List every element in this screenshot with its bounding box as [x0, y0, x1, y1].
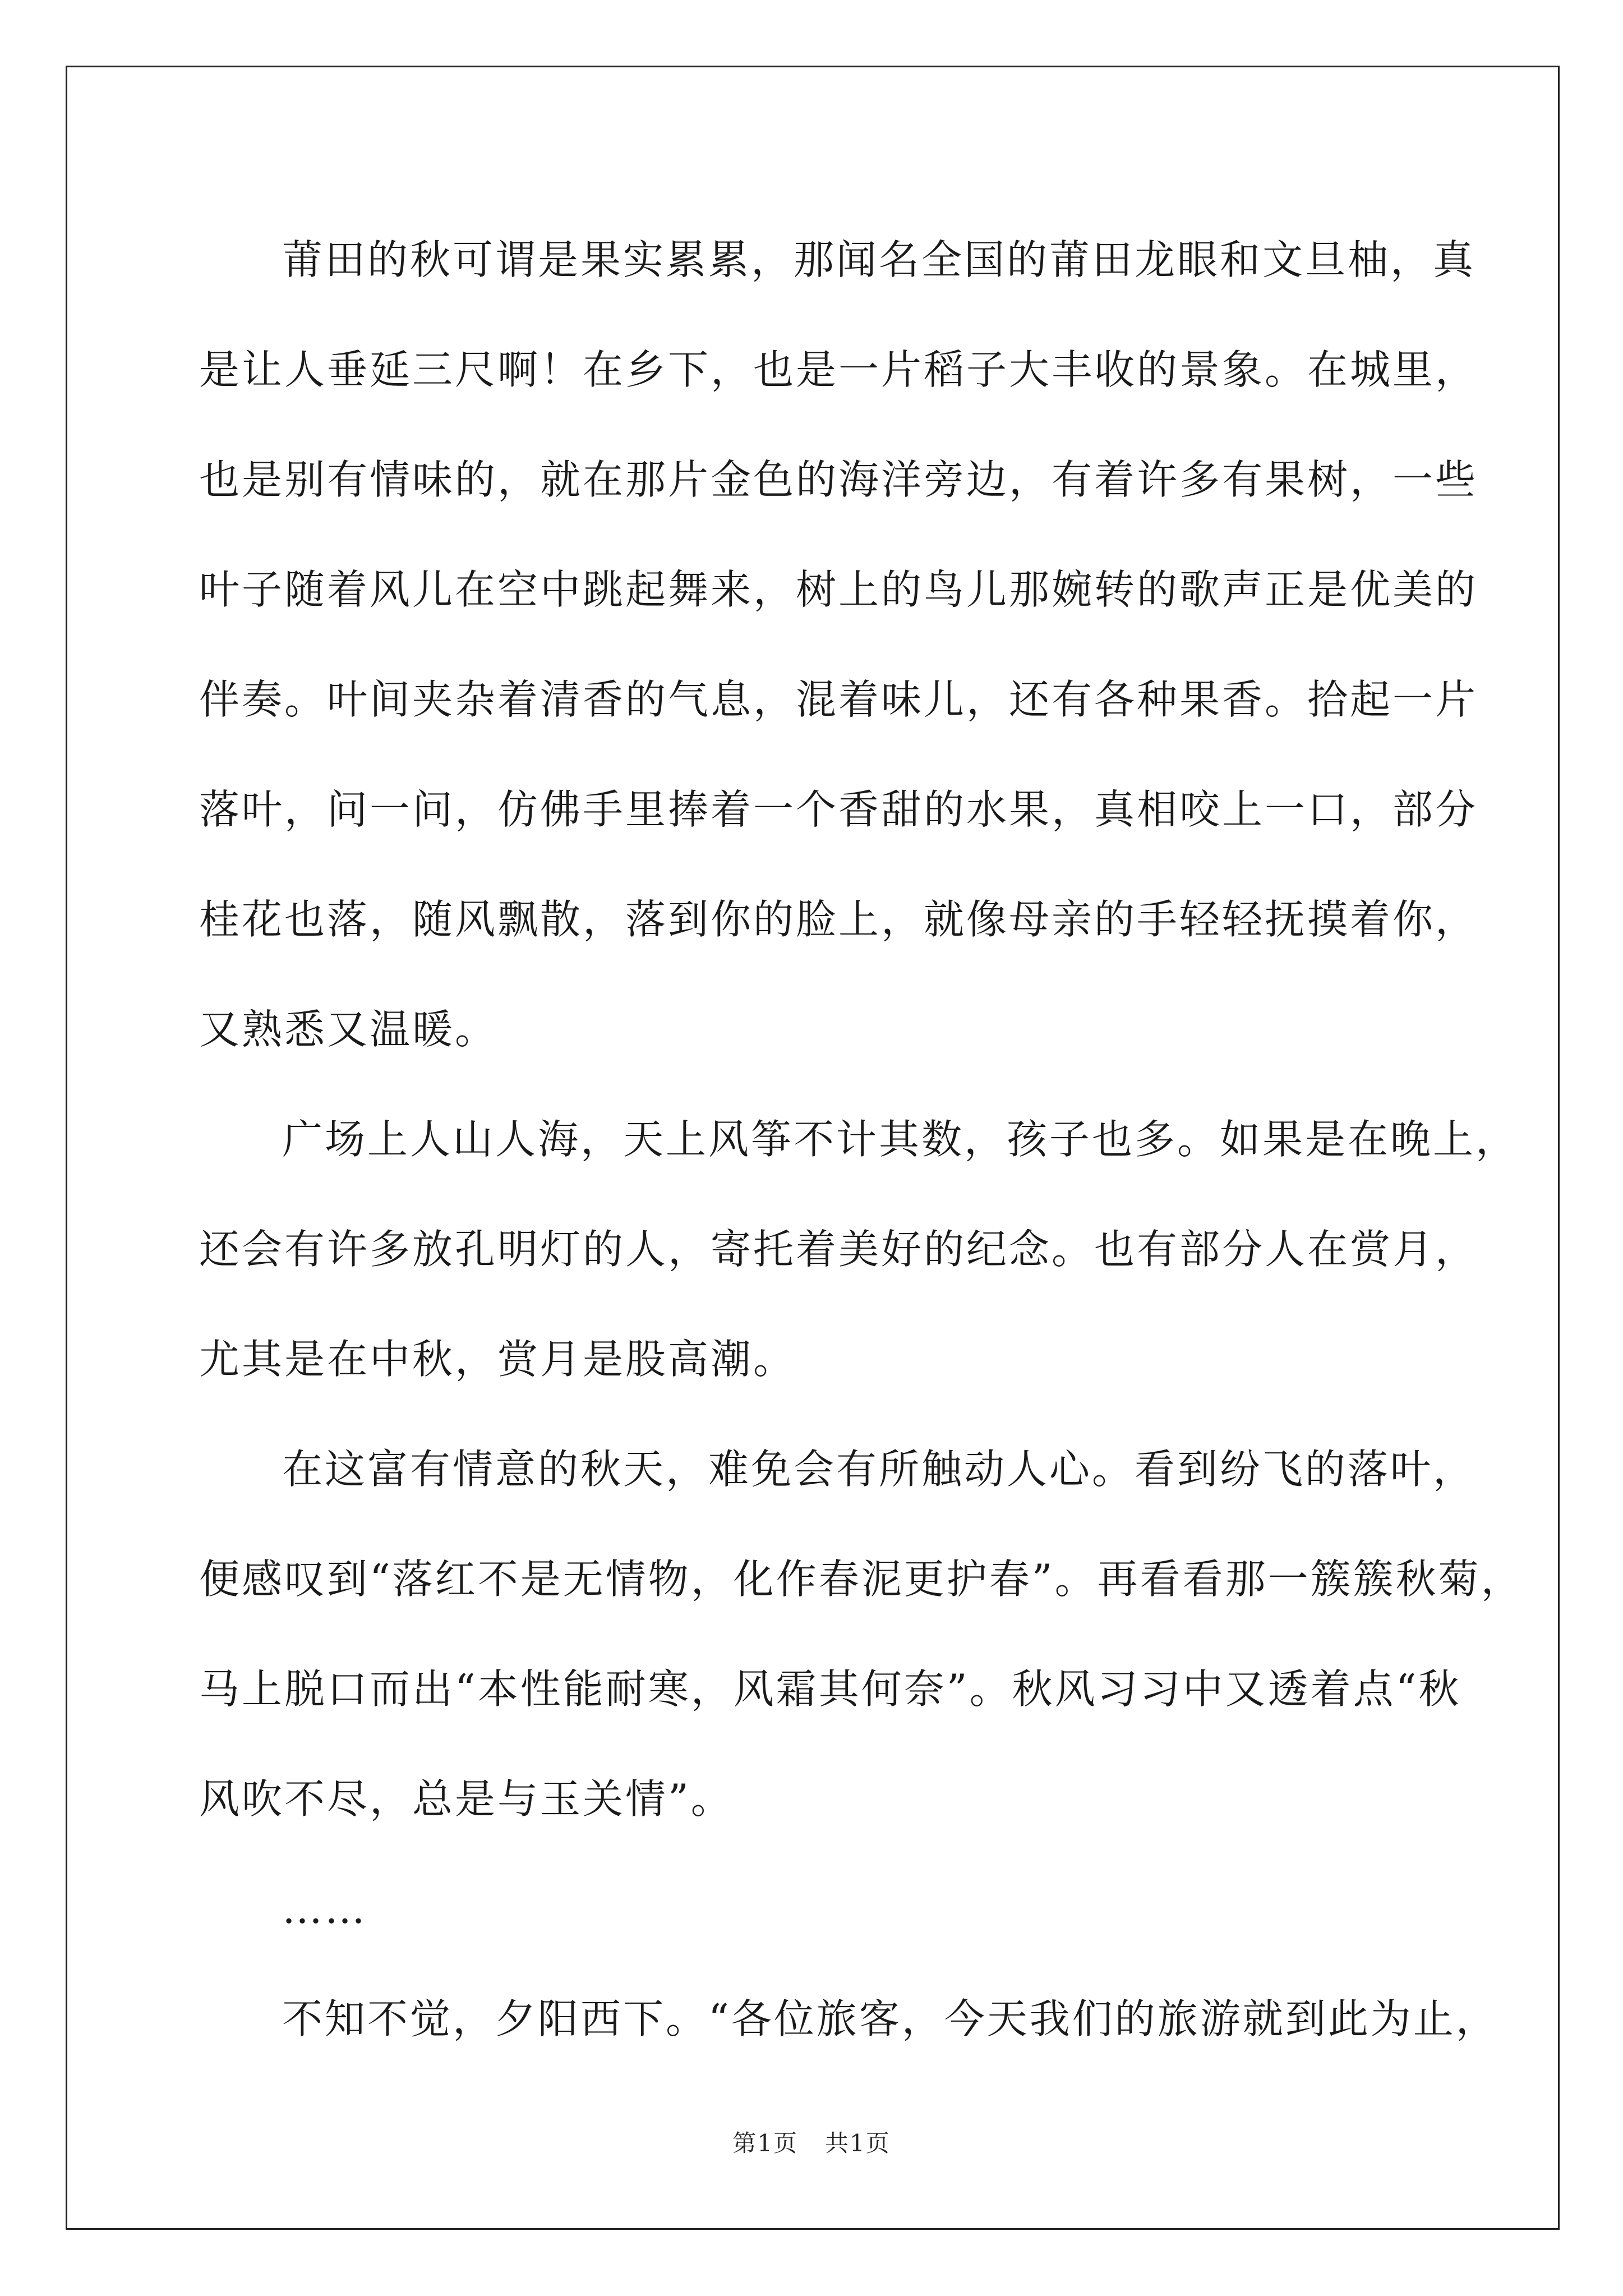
- paragraph-1: [199, 205, 1478, 1084]
- text-line: 伴奏。叶间夹杂着清香的气息，混着味儿，还有各种果香。拾起一片: [199, 676, 1478, 723]
- paragraph-5: [199, 1964, 1498, 2074]
- page-number: 第1页: [732, 2129, 798, 2157]
- text-line: 叶子随着风儿在空中跳起舞来，树上的鸟儿那婉转的歌声正是优美的: [199, 566, 1478, 613]
- text-line: 不知不觉，夕阳西下。“各位旅客，今天我们的旅游就到此为止，: [282, 1995, 1498, 2042]
- text-line: 便感叹到“落红不是无情物，化作春泥更护春”。再看看那一簇簇秋菊，: [199, 1556, 1524, 1603]
- text-line: ……: [282, 1885, 367, 1932]
- document-body: [199, 205, 1524, 2074]
- text-line: 是让人垂延三尺啊！在乡下，也是一片稻子大丰收的景象。在城里，: [199, 346, 1478, 393]
- text-line: 桂花也落，随风飘散，落到你的脸上，就像母亲的手轻轻抚摸着你，: [199, 896, 1478, 943]
- text-line: 尤其是在中秋，赏月是股高潮。: [199, 1336, 796, 1383]
- paragraph-3: [199, 1414, 1524, 1854]
- text-line: 莆田的秋可谓是果实累累，那闻名全国的莆田龙眼和文旦柚，真: [282, 236, 1476, 283]
- text-line: 还会有许多放孔明灯的人，寄托着美好的纪念。也有部分人在赏月，: [199, 1226, 1478, 1273]
- text-line: 风吹不尽，总是与玉关情”。: [199, 1775, 734, 1823]
- paragraph-2: [199, 1084, 1519, 1414]
- text-line: 广场上人山人海，天上风筝不计其数，孩子也多。如果是在晚上，: [282, 1116, 1519, 1163]
- paragraph-ellipsis: [199, 1854, 1433, 1964]
- text-line: 也是别有情味的，就在那片金色的海洋旁边，有着许多有果树，一些: [199, 456, 1478, 503]
- text-line: 马上脱口而出“本性能耐寒，风霜其何奈”。秋风习习中又透着点“秋: [199, 1665, 1461, 1713]
- page-total: 共1页: [825, 2129, 891, 2157]
- text-line: 在这富有情意的秋天，难免会有所触动人心。看到纷飞的落叶，: [282, 1446, 1476, 1493]
- text-line: 落叶，问一问，仿佛手里捧着一个香甜的水果，真相咬上一口，部分: [199, 786, 1478, 833]
- page-footer: [0, 2125, 1623, 2159]
- text-line: 又熟悉又温暖。: [199, 1006, 498, 1053]
